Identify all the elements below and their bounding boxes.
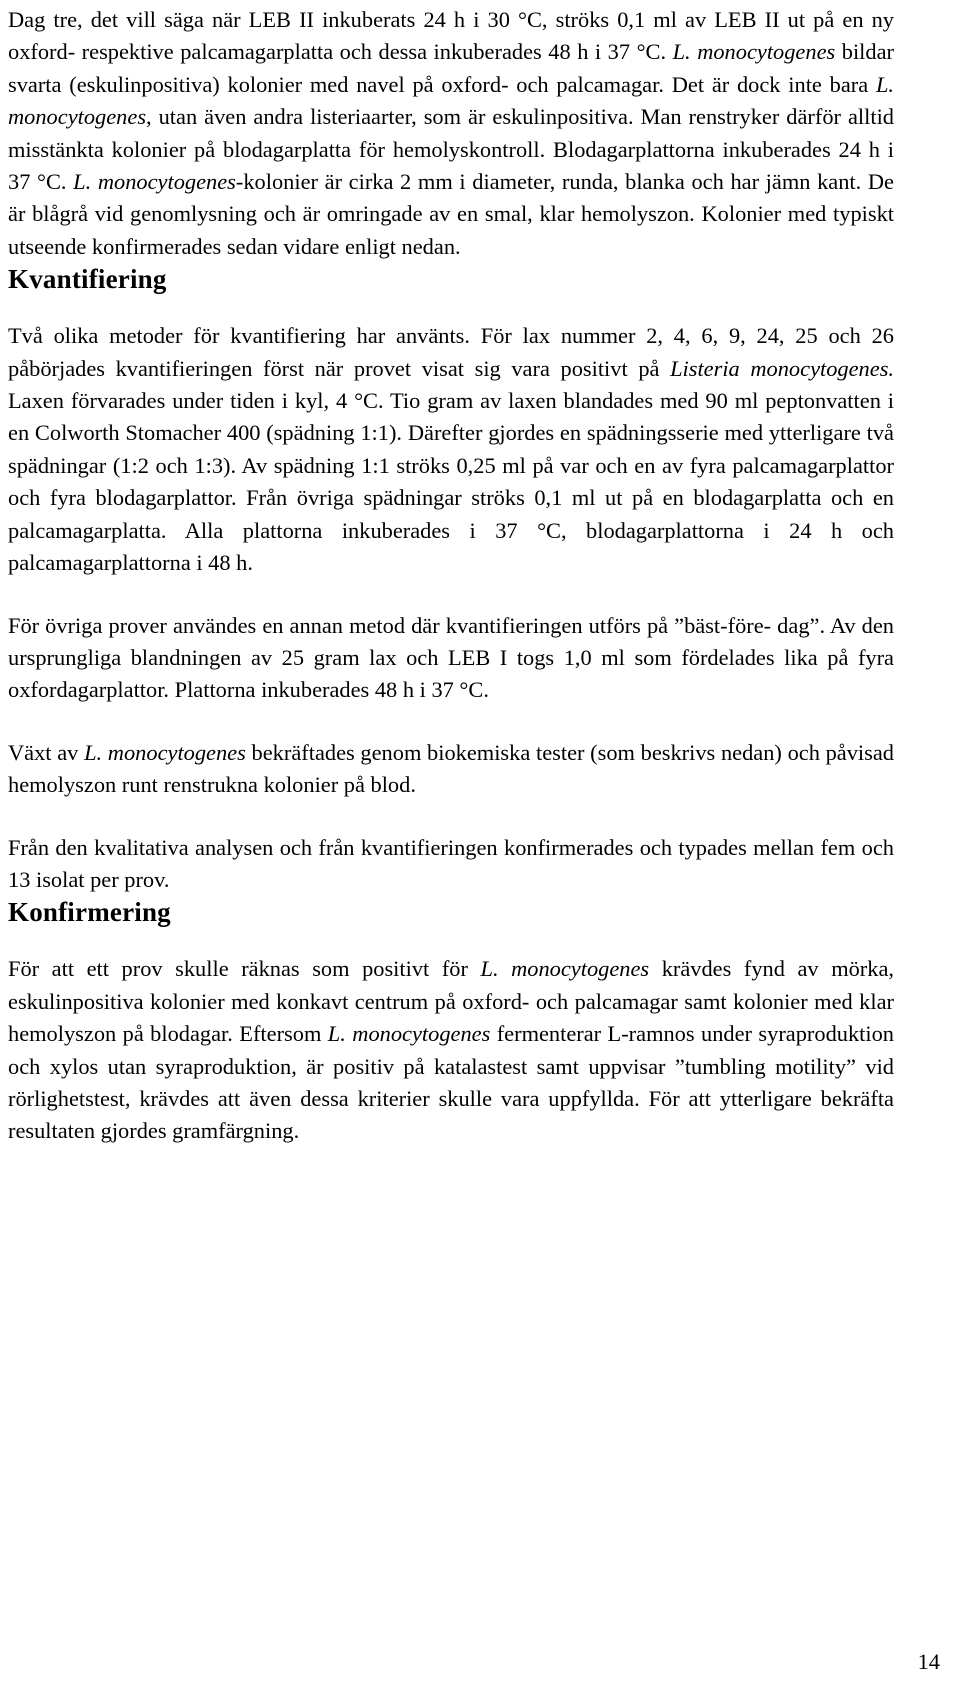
body-paragraph [8, 953, 894, 1147]
text-run: -kolonier är cirka 2 mm i diameter, runda, blanka och har jämn kant. De är blågrå vid genomlysning och är omringade av en smal, klar hemolyszon. Kolonier med typiskt utseende konfirmerades sedan vidare enligt nedan. [8, 169, 894, 259]
text-run: bekräftades genom biokemiska tester (som beskrivs nedan) och påvisad hemolyszon runt renstrukna kolonier på blod. [8, 739, 894, 798]
species-name-italic: L. monocytogenes [8, 71, 894, 130]
text-run: fermenterar L-ramnos under syraproduktion och xylos utan syraproduktion, är positiv på katalastest samt uppvisar ”tumbling motility” vid rörlighetstest, krävdes att även dessa kriterier skulle vara uppfyllda. För att ytterligare bekräfta resultaten gjordes gramfärgning. [8, 1021, 894, 1144]
page-content [8, 4, 894, 1148]
intro-text [8, 4, 894, 263]
text-run: , utan även andra listeriaarter, som är eskulinpositiva. Man renstryker därför alltid misstänkta kolonier på blodagarplatta för hemolyskontroll. Blodagarplattorna inkuberades 24 h i 37 °C. [8, 104, 894, 195]
page-number: 14 [917, 1649, 940, 1674]
text-run: Från den kvalitativa analysen och från kvantifieringen konfirmerades och typades mellan fem och 13 isolat per prov. [8, 834, 894, 892]
text-run: krävdes fynd av mörka, eskulinpositiva kolonier med konkavt centrum på oxford- och palcamagar samt kolonier med klar hemolyszon på blodagar. Eftersom [8, 956, 894, 1047]
species-name-italic: Listeria monocytogenes. [670, 355, 894, 381]
species-name-italic: L. monocytogenes [480, 956, 650, 982]
text-run: bildar svarta (eskulinpositiva) kolonier med navel på oxford- och palcamagar. Det är dock inte bara [8, 39, 894, 97]
species-name-italic: L. monocytogenes [327, 1021, 491, 1047]
body-paragraph [8, 737, 894, 802]
species-name-italic: L. monocytogenes [84, 739, 246, 765]
body-paragraph [8, 832, 894, 897]
body-paragraph [8, 4, 894, 263]
konfirmering-body [8, 953, 894, 1147]
section-heading-konfirmering: Konfirmering [8, 897, 171, 928]
text-run: Laxen förvarades under tiden i kyl, 4 °C. Tio gram av laxen blandades med 90 ml peptonvatten i en Colworth Stomacher 400 (spädning 1:1). Därefter gjordes en spädningsserie med ytterligare två spädningar (1:2 och 1:3). Av spädning 1:1 ströks 0,25 ml på var och en av fyra palcamagarplattor och fyra blodagarplattor. Från övriga spädningar ströks 0,1 ml ut på en blodagarplatta och en palcamagarplatta. Alla plattorna inkuberades i 37 °C, blodagarplattorna i 24 h och palcamagarplattorna i 48 h. [8, 388, 894, 576]
body-paragraph [8, 610, 894, 707]
species-name-italic: L. monocytogenes [73, 169, 236, 195]
text-run: Växt av [8, 739, 85, 765]
kvantifiering-body [8, 320, 894, 896]
species-name-italic: L. monocytogenes [672, 39, 836, 65]
section-heading-kvantifiering: Kvantifiering [8, 264, 167, 295]
text-run: För att ett prov skulle räknas som positivt för [8, 956, 481, 982]
text-run: Dag tre, det vill säga när LEB II inkuberats 24 h i 30 °C, ströks 0,1 ml av LEB II ut på en ny oxford- respektive palcamagarplatta och dessa inkuberades 48 h i 37 °C. [8, 7, 894, 65]
text-run: Två olika metoder för kvantifiering har använts. För lax nummer 2, 4, 6, 9, 24, 25 och 26 påbörjades kvantifieringen först när provet visat sig vara positivt på [8, 323, 894, 381]
body-paragraph [8, 320, 894, 579]
text-run: För övriga prover användes en annan metod där kvantifieringen utförs på ”bäst-före- dag”. Av den ursprungliga blandningen av 25 gram lax och LEB I togs 1,0 ml som fördelades lika på fyra oxfordagarplattor. Plattorna inkuberades 48 h i 37 °C. [8, 612, 894, 703]
